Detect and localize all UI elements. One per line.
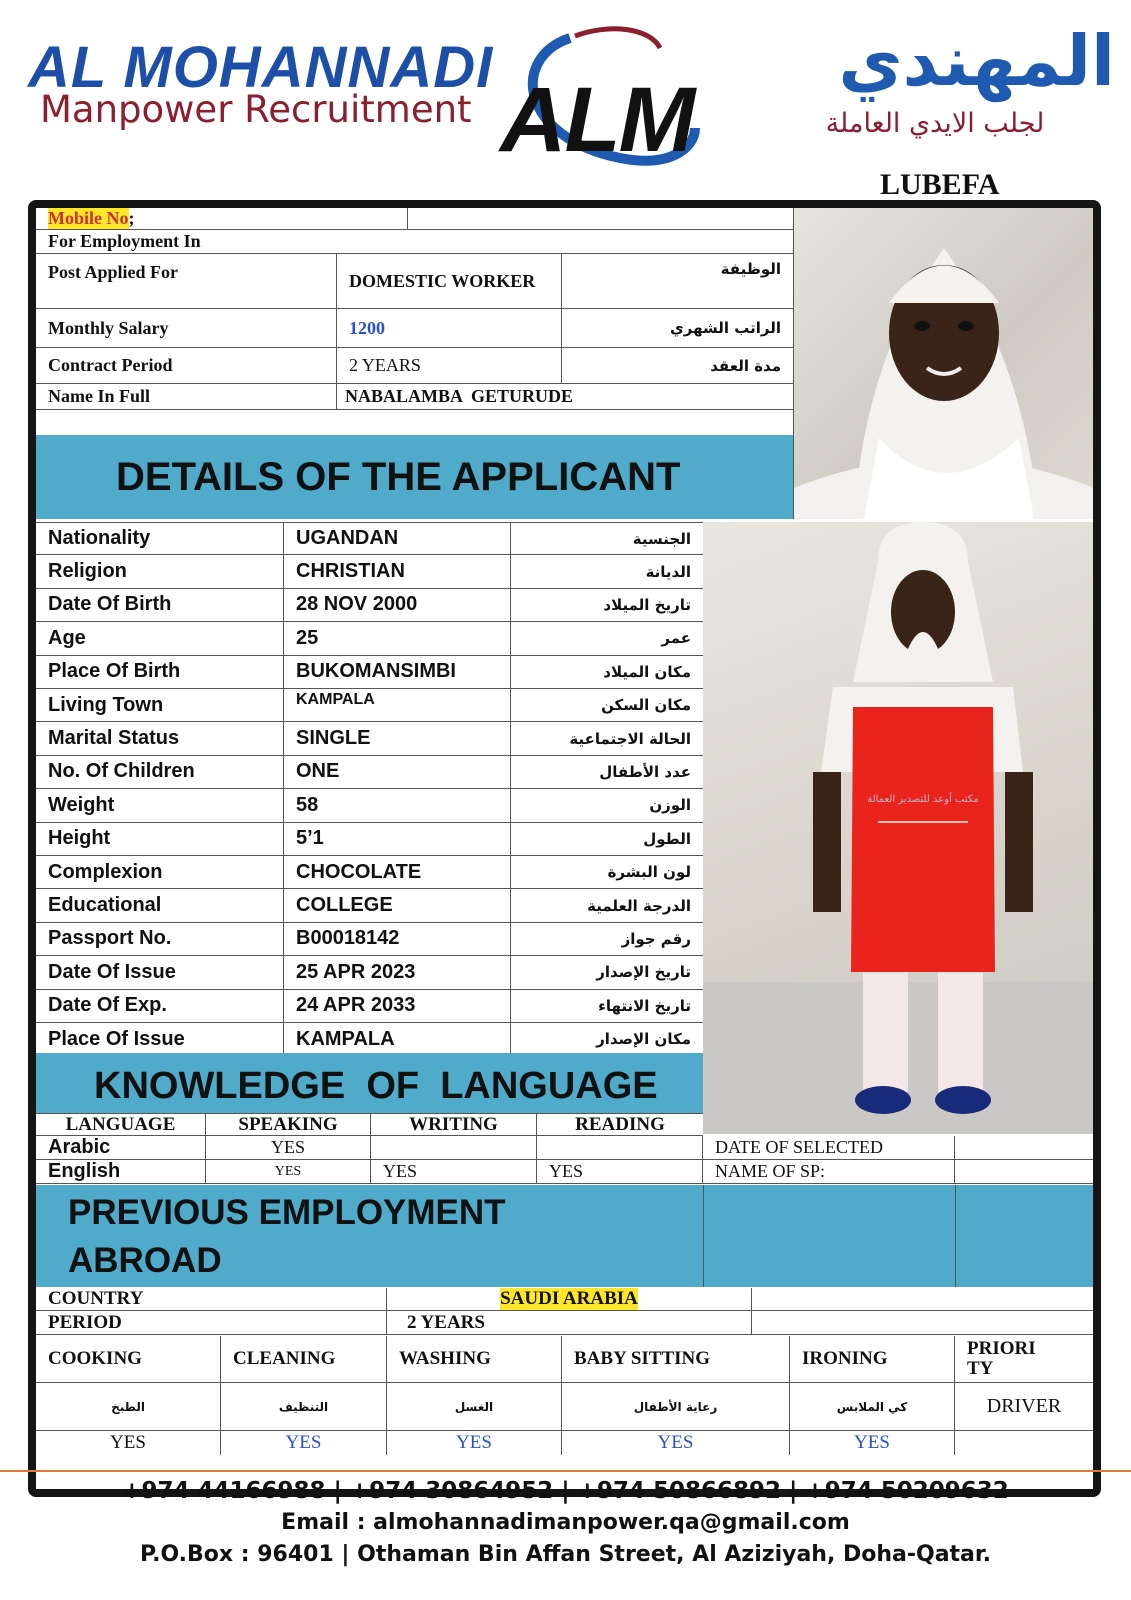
country-value-cell [387, 1288, 752, 1310]
salary-value: 1200 [337, 309, 562, 347]
details-title: DETAILS OF THE APPLICANT [116, 455, 681, 499]
skill-cleaning-ar: التنظيف [221, 1383, 387, 1430]
skills-header-row [36, 1336, 1093, 1383]
banner-divider-2 [955, 1185, 956, 1287]
skill-cooking-value: YES [36, 1431, 221, 1455]
detail-row [36, 823, 703, 856]
priority-label-line2: TY [967, 1358, 994, 1379]
detail-row [36, 923, 703, 956]
company-name-ar: المهندي [838, 20, 1115, 102]
company-tagline-en: Manpower Recruitment [40, 88, 472, 131]
lang-english-writing: YES [371, 1160, 537, 1183]
mobile-label-cell [36, 208, 408, 229]
detail-row [36, 656, 703, 689]
contract-value: 2 YEARS [337, 348, 562, 383]
detail-ar: تاريخ الميلاد [603, 595, 691, 614]
detail-ar: تاريخ الانتهاء [598, 996, 691, 1015]
language-banner [36, 1053, 703, 1113]
detail-row [36, 990, 703, 1023]
banner-divider-1 [703, 1185, 704, 1287]
detail-ar: لون البشرة [607, 863, 691, 882]
skill-ironing-value: YES [790, 1431, 955, 1455]
detail-value: BUKOMANSIMBI [284, 656, 511, 688]
post-value: DOMESTIC WORKER [337, 254, 562, 308]
detail-row [36, 856, 703, 889]
detail-label: Educational [36, 889, 284, 921]
language-row-english [36, 1160, 1093, 1184]
detail-value: KAMPALA [284, 1023, 511, 1055]
post-label: Post Applied For [36, 254, 337, 308]
detail-ar: مكان السكن [601, 696, 691, 715]
skills-values-row [36, 1431, 1093, 1455]
company-name-en: AL MOHANNADI [28, 35, 494, 100]
cv-body [36, 208, 1093, 1489]
lang-english-reading: YES [537, 1160, 703, 1183]
salary-row [36, 309, 793, 348]
lang-arabic-reading [537, 1136, 703, 1159]
contract-row [36, 348, 793, 384]
detail-row [36, 789, 703, 822]
detail-ar: الجنسية [632, 529, 691, 548]
date-of-selected-label: DATE OF SELECTED [703, 1136, 955, 1159]
footer-email: Email : almohannadimanpower.qa@gmail.com [281, 1510, 850, 1535]
name-label: Name In Full [36, 384, 337, 409]
mobile-value [408, 208, 793, 229]
lang-header-speaking: SPEAKING [206, 1114, 371, 1135]
detail-row [36, 555, 703, 588]
post-ar: الوظيفة [720, 260, 781, 278]
detail-ar: الدرجة العلمية [587, 896, 691, 915]
detail-label: Place Of Birth [36, 656, 284, 688]
detail-ar: عدد الأطفال [599, 762, 691, 781]
detail-row [36, 689, 703, 722]
detail-value: 5’1 [284, 823, 511, 855]
previous-employment-banner [36, 1185, 1093, 1287]
mobile-label-suffix: ; [128, 208, 135, 228]
detail-value: CHRISTIAN [284, 555, 511, 587]
logo-mark-text: ALM [500, 69, 694, 171]
detail-value: CHOCOLATE [284, 856, 511, 888]
detail-row [36, 622, 703, 655]
footer-phones: +974 44166988 | +974 30864952 | +974 50866892 | +974 50209632 [122, 1478, 1009, 1504]
applicant-portrait-photo [793, 208, 1093, 519]
footer-divider [0, 1470, 1131, 1472]
skill-cooking-label: COOKING [36, 1336, 221, 1382]
detail-value: 58 [284, 789, 511, 821]
detail-row [36, 756, 703, 789]
language-header-row [36, 1113, 703, 1136]
detail-value: 25 APR 2023 [284, 956, 511, 988]
name-row [36, 384, 793, 410]
skill-cooking-ar: الطبخ [36, 1383, 221, 1430]
skill-washing-value: YES [387, 1431, 562, 1455]
detail-ar: تاريخ الإصدار [596, 963, 691, 982]
detail-value: UGANDAN [284, 523, 511, 554]
skill-washing-label: WASHING [387, 1336, 562, 1382]
company-tagline-ar: لجلب الايدي العاملة [825, 108, 1045, 139]
salary-label: Monthly Salary [36, 309, 337, 347]
for-employment-row [36, 230, 793, 254]
contract-label: Contract Period [36, 348, 337, 383]
detail-label: Age [36, 622, 284, 654]
salary-ar: الراتب الشهري [670, 319, 781, 337]
date-of-selected-value [955, 1136, 1093, 1159]
period-label: PERIOD [36, 1311, 387, 1334]
lang-header-writing: WRITING [371, 1114, 537, 1135]
detail-value: 28 NOV 2000 [284, 589, 511, 621]
detail-value: COLLEGE [284, 889, 511, 921]
detail-label: Marital Status [36, 722, 284, 754]
detail-label: Place Of Issue [36, 1023, 284, 1055]
detail-ar: الوزن [649, 796, 691, 815]
mobile-label: Mobile No [48, 208, 129, 228]
applicant-full-photo [703, 522, 1093, 1134]
skill-washing-ar: الغسل [387, 1383, 562, 1430]
skill-priority-value: DRIVER [986, 1395, 1062, 1417]
detail-value: 24 APR 2033 [284, 990, 511, 1022]
lang-arabic-writing [371, 1136, 537, 1159]
detail-value: ONE [284, 756, 511, 788]
name-of-sp-value [955, 1160, 1093, 1183]
detail-ar: مكان الإصدار [596, 1030, 691, 1049]
portrait-illustration [794, 208, 1093, 519]
detail-ar: رقم جواز [621, 929, 691, 948]
skills-arabic-row [36, 1383, 1093, 1431]
skill-cleaning-value: YES [221, 1431, 387, 1455]
period-extra [752, 1311, 1093, 1334]
lang-english-speaking: YES [206, 1160, 371, 1183]
detail-label: Nationality [36, 523, 284, 554]
previous-title-line2: ABROAD [68, 1241, 222, 1280]
details-banner [36, 435, 793, 519]
mobile-row [36, 208, 793, 230]
skill-priority-label [955, 1336, 1093, 1382]
full-body-illustration [703, 522, 1093, 1134]
detail-label: Weight [36, 789, 284, 821]
name-of-sp-label: NAME OF SP: [703, 1160, 955, 1183]
detail-label: No. Of Children [36, 756, 284, 788]
detail-value: KAMPALA [284, 689, 511, 721]
lang-header-language: LANGUAGE [36, 1114, 206, 1135]
detail-label: Living Town [36, 689, 284, 721]
detail-ar: مكان الميلاد [603, 662, 691, 681]
country-value: SAUDI ARABIA [500, 1288, 638, 1309]
detail-label: Complexion [36, 856, 284, 888]
reference-code: LUBEFA [880, 168, 1000, 201]
skill-cleaning-label: CLEANING [221, 1336, 387, 1382]
post-row [36, 254, 793, 309]
detail-ar: الحالة الاجتماعية [569, 729, 691, 748]
lang-header-reading: READING [575, 1114, 665, 1135]
country-label: COUNTRY [36, 1288, 387, 1310]
period-value: 2 YEARS [387, 1311, 752, 1334]
lang-english: English [36, 1160, 206, 1183]
detail-value: 25 [284, 622, 511, 654]
language-row-arabic [36, 1136, 1093, 1160]
detail-value: SINGLE [284, 722, 511, 754]
detail-label: Religion [36, 555, 284, 587]
detail-ar: الطول [643, 829, 691, 848]
detail-row [36, 589, 703, 622]
country-row [36, 1288, 1093, 1311]
for-employment-label: For Employment In [48, 231, 201, 251]
detail-ar: عمر [661, 629, 691, 648]
detail-label: Height [36, 823, 284, 855]
lang-arabic: Arabic [36, 1136, 206, 1159]
detail-row [36, 1023, 703, 1056]
detail-value: B00018142 [284, 923, 511, 955]
language-title: KNOWLEDGE OF LANGUAGE [94, 1065, 658, 1107]
priority-label-line1: PRIORI [967, 1338, 1036, 1359]
detail-row [36, 889, 703, 922]
skill-ironing-label: IRONING [790, 1336, 955, 1382]
lang-arabic-speaking: YES [206, 1136, 371, 1159]
period-row [36, 1311, 1093, 1335]
skill-baby-sitting-label: BABY SITTING [562, 1336, 790, 1382]
detail-label: Date Of Exp. [36, 990, 284, 1022]
previous-title-line1: PREVIOUS EMPLOYMENT [68, 1193, 506, 1232]
detail-row [36, 956, 703, 989]
detail-label: Date Of Issue [36, 956, 284, 988]
name-value: NABALAMBA GETURUDE [345, 386, 574, 406]
skill-priority-empty [955, 1431, 1093, 1455]
detail-label: Passport No. [36, 923, 284, 955]
skill-baby-sitting-ar: رعاية الأطفال [562, 1383, 790, 1430]
contract-ar: مدة العقد [710, 356, 781, 375]
detail-row [36, 522, 703, 555]
skill-ironing-ar: كي الملابس [790, 1383, 955, 1430]
detail-row [36, 722, 703, 755]
country-extra [752, 1288, 1093, 1310]
skill-baby-sitting-value: YES [562, 1431, 790, 1455]
footer-address: P.O.Box : 96401 | Othaman Bin Affan Street, Al Aziziyah, Doha-Qatar. [140, 1542, 991, 1567]
alm-logo [500, 18, 730, 178]
apron-text: مكتب أوعد للتصدير العمالة [867, 794, 979, 805]
detail-ar: الديانة [645, 562, 691, 581]
detail-label: Date Of Birth [36, 589, 284, 621]
